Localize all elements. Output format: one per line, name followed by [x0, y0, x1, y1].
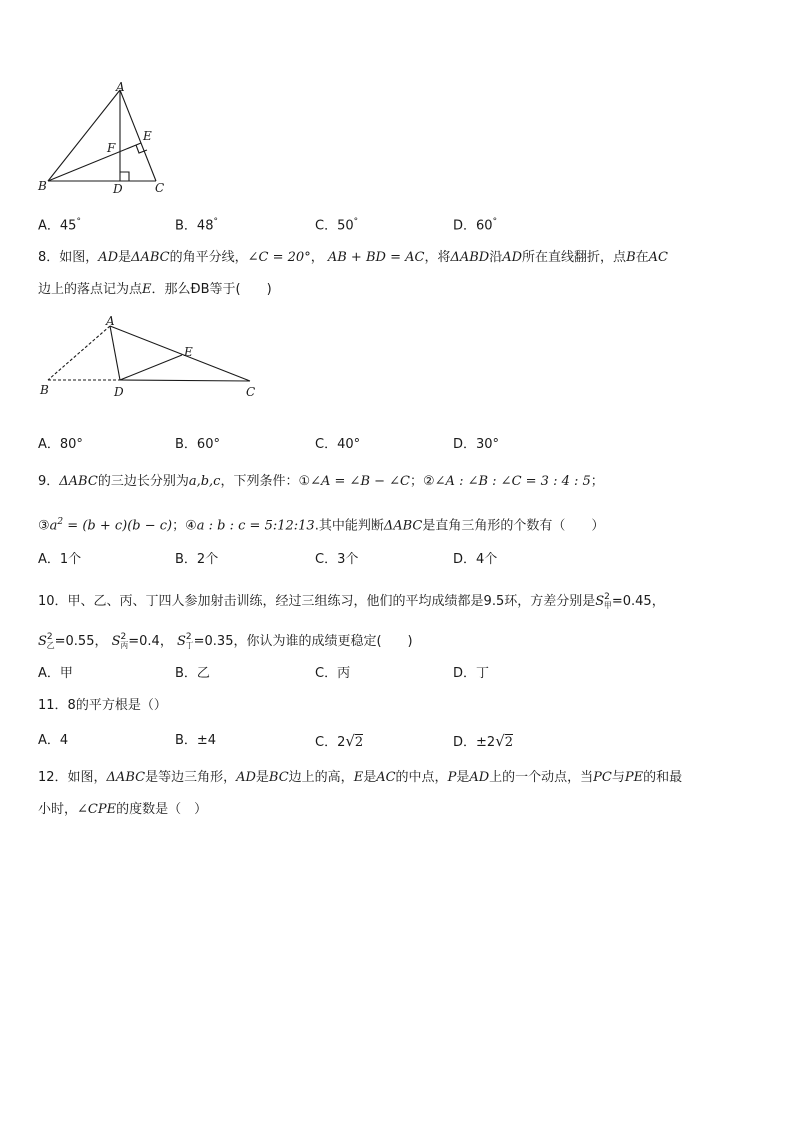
- q7-option-d[interactable]: D．60°: [453, 217, 498, 234]
- q12-stem-line2: 小时，∠CPE的度数是（ ）: [38, 802, 208, 817]
- q8-option-a[interactable]: A．80°: [38, 437, 83, 452]
- q8-option-c[interactable]: C．40°: [315, 437, 361, 452]
- fig7-label-d: D: [113, 182, 123, 196]
- segment-ab-dashed: [48, 326, 110, 380]
- q10-stem-line2: $S^2_乙=0.55$， $S^2_丙=0.4$， $S^2_丁=0.35$，你认为谁的成绩更稳定( ): [38, 632, 413, 650]
- q10-option-d[interactable]: D．丁: [453, 666, 490, 681]
- fig7-label-e: E: [143, 129, 152, 143]
- q9-option-d[interactable]: D．4个: [453, 552, 498, 567]
- fig8-label-e: E: [184, 345, 193, 359]
- fig8-label-b: B: [40, 383, 49, 397]
- radicand: 2: [354, 735, 364, 750]
- fig8-label-a: A: [106, 314, 115, 328]
- segment-ab: [48, 90, 120, 181]
- q8-option-b[interactable]: B．60°: [175, 437, 220, 452]
- segment-de: [120, 355, 182, 380]
- q7-figure: [30, 78, 180, 198]
- right-angle-d: [120, 172, 129, 181]
- q11-option-b[interactable]: B．±4: [175, 733, 217, 748]
- fig7-label-c: C: [155, 181, 165, 195]
- q7-option-a[interactable]: A．45°: [38, 217, 81, 234]
- q10-option-c[interactable]: C．丙: [315, 666, 351, 681]
- fig7-label-a: A: [116, 80, 125, 94]
- q11-option-d[interactable]: D．±2√2: [453, 732, 514, 750]
- q11-option-a[interactable]: A．4: [38, 733, 69, 748]
- radicand: 2: [504, 735, 514, 750]
- q7-option-c[interactable]: C．50°: [315, 217, 359, 234]
- q9-option-b[interactable]: B．2个: [175, 552, 219, 567]
- q10-option-b[interactable]: B．乙: [175, 666, 210, 681]
- segment-ac: [110, 326, 250, 381]
- q10-option-a[interactable]: A．甲: [38, 666, 73, 681]
- q8-stem-line1: 8．如图，AD是ΔABC的角平分线，∠C = 20°， AB + BD = AC，将ΔABD沿AD所在直线翻折，点B在AC: [38, 250, 668, 265]
- q8-stem-line2: 边上的落点记为点E．那么ÐB等于( ): [38, 282, 272, 297]
- q9-stem-line2: $③a^2 = (b + c)(b - c)$；④a : b : c = 5:12:13.其中能判断ΔABC是直角三角形的个数有（ ）: [38, 517, 605, 534]
- right-angle-e: [136, 145, 147, 153]
- q11-option-c[interactable]: C．2√2: [315, 732, 364, 750]
- q10-stem-line1: 10．甲、乙、丙、丁四人参加射击训练，经过三组练习，他们的平均成绩都是9.5环，方差分别是$S^2_甲=0.45$，: [38, 592, 665, 610]
- sqrt-sign: √: [495, 732, 505, 750]
- q8-figure: [32, 310, 272, 405]
- segment-ad: [110, 326, 120, 380]
- sqrt-sign: √: [345, 732, 355, 750]
- fig7-label-b: B: [38, 179, 47, 193]
- fig7-label-f: F: [107, 141, 116, 155]
- segment-be: [48, 143, 141, 181]
- q12-stem-line1: 12．如图，ΔABC是等边三角形，AD是BC边上的高，E是AC的中点，P是AD上的一个动点，当PC与PE的和最: [38, 770, 683, 785]
- q11-stem: 11．8的平方根是（）: [38, 698, 167, 713]
- segment-dc: [120, 380, 250, 381]
- fig8-label-d: D: [114, 385, 124, 399]
- q9-option-c[interactable]: C．3个: [315, 552, 359, 567]
- q9-option-a[interactable]: A．1个: [38, 552, 82, 567]
- fig8-label-c: C: [246, 385, 256, 399]
- q7-option-b[interactable]: B．48°: [175, 217, 218, 234]
- q9-stem-line1: 9．ΔABC的三边长分别为a,b,c，下列条件：①∠A = ∠B − ∠C；②∠A : ∠B : ∠C = 3 : 4 : 5；: [38, 474, 604, 489]
- q8-option-d[interactable]: D．30°: [453, 437, 500, 452]
